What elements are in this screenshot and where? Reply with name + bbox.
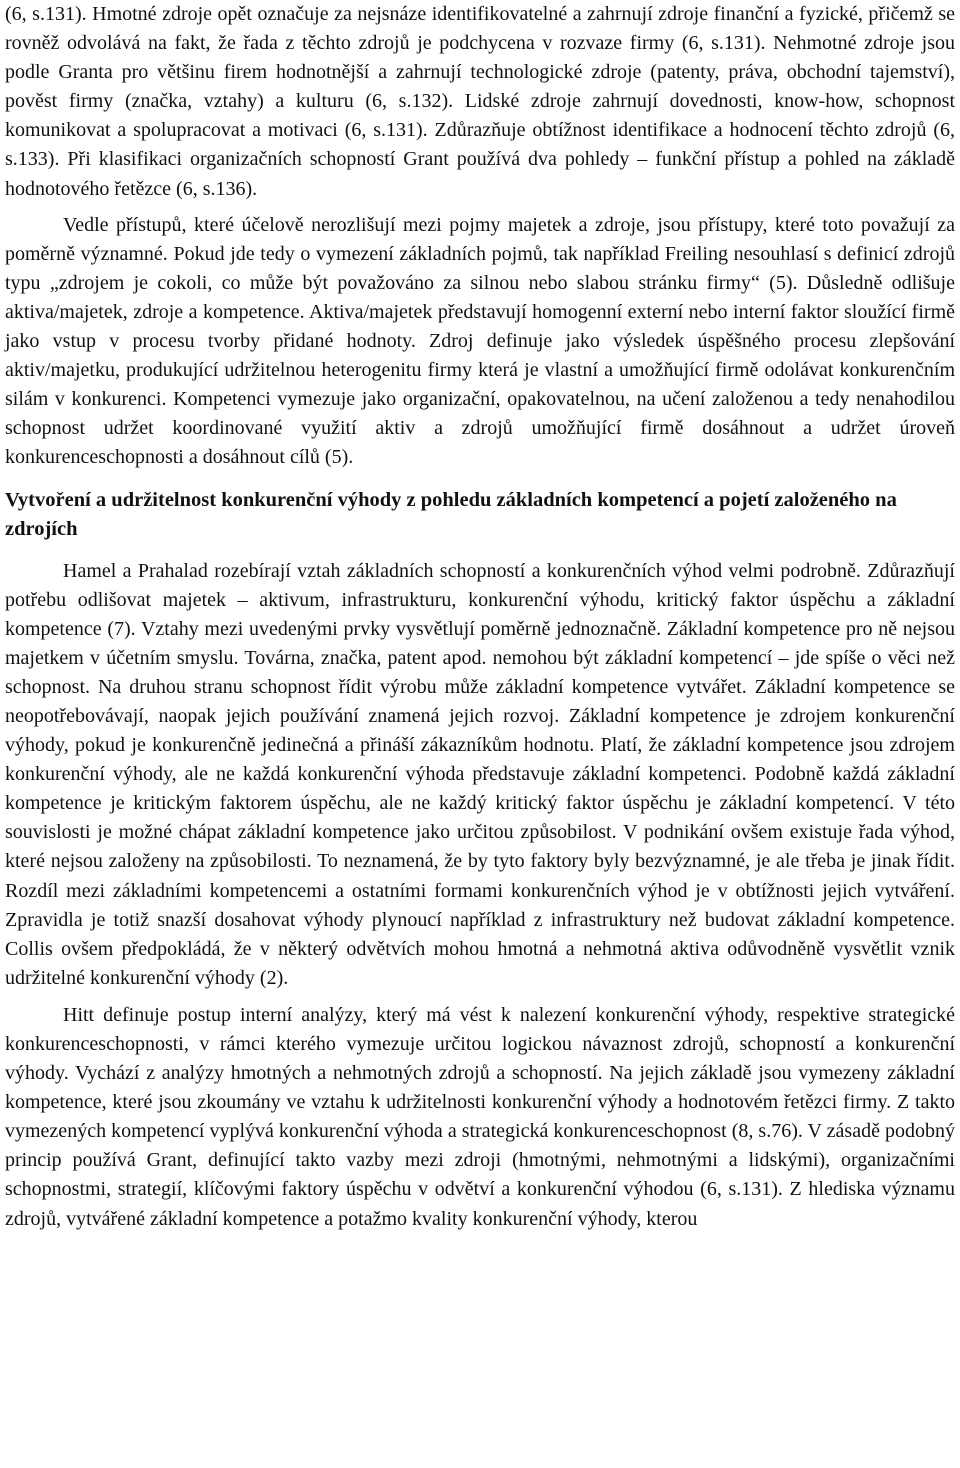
body-paragraph: Hamel a Prahalad rozebírají vztah základních schopností a konkurenčních výhod velmi podrobně. Zdůrazňují potřebu odlišovat majetek – aktivum, infrastrukturu, konkurenční výhodu, kritický faktor úspěchu a základní kompetence (7). Vztahy mezi uvedenými prvky vysvětlují poměrně jednoznačně. Základní kompetence pro ně nejsou majetkem v účetním smyslu. Továrna, značka, patent apod. nemohou být základní kompetencí – jde spíše o věci než schopnost. Na druhou stranu schopnost řídit výrobu může základní kompetence vytvářet. Základní kompetence se neopotřebovávají, naopak jejich používání znamená jejich rozvoj. Základní kompetence je zdrojem konkurenční výhody, pokud je konkurenčně jedinečná a přináší zákazníkům hodnotu. Platí, že základní kompetence jsou zdrojem konkurenční výhody, ale ne každá konkurenční výhoda představuje základní kompetenci. Podobně každá základní kompetence je kritickým faktorem úspěchu, ale ne každý kritický faktor úspěchu je základní kompetencí. V této souvislosti je možné chápat základní kompetence jako určitou způsobilost. V podnikání ovšem existuje řada výhod, které nejsou založeny na způsobilosti. To neznamená, že by tyto faktory byly bezvýznamné, je ale třeba je jinak řídit. Rozdíl mezi základními kompetencemi a ostatními formami konkurenčních výhod je v obtížnosti jejich vytváření. Zpravidla je totiž snazší dosahovat výhody plynoucí například z infrastruktury než budovat základní kompetence. Collis ovšem předpokládá, že v některý odvětvích mohou hmotná a nehmotná aktiva odůvodněně vysvětlit vznik udržitelné konkurenční výhody (2). <box>5 559 955 989</box>
document-page <box>5 0 955 1234</box>
body-paragraph: Hitt definuje postup interní analýzy, který má vést k nalezení konkurenční výhody, respektive strategické konkurenceschopnosti, v rámci kterého vymezuje určitou logickou návaznost zdrojů, schopností a konkurenční výhody. Vychází z analýzy hmotných a nehmotných zdrojů a schopností. Na jejich základě jsou vymezeny základní kompetence, které jsou zkoumány ve vztahu k udržitelnosti konkurenční výhody a hodnotovém řetězci firmy. Z takto vymezených kompetencí vyplývá konkurenční výhoda a strategická konkurenceschopnost (8, s.76). V zásadě podobný princip používá Grant, definující takto vazby mezi zdroji (hmotnými, nehmotnými a lidskými), organizačními schopnostmi, strategií, klíčovými faktory úspěchu v odvětví a konkurenční výhodou (6, s.131). Z hlediska významu zdrojů, vytvářené základní kompetence a potažmo kvality konkurenční výhody, kterou <box>5 1003 955 1230</box>
body-paragraph: Vedle přístupů, které účelově nerozlišují mezi pojmy majetek a zdroje, jsou přístupy, které toto považují za poměrně významné. Pokud jde tedy o vymezení základních pojmů, tak například Freiling nesouhlasí s definicí zdrojů typu „zdrojem je cokoli, co může být považováno za silnou nebo slabou stránku firmy“ (5). Důsledně odlišuje aktiva/majetek, zdroje a kompetence. Aktiva/majetek představují homogenní externí nebo interní faktor sloužící firmě jako vstup v procesu tvorby přidané hodnoty. Zdroj definuje jako výsledek úspěšného procesu zlepšování aktiv/majetku, produkující udržitelnou heterogenitu firmy která je vlastní a umožňující firmě odolávat konkurenčním silám v konkurenci. Kompetenci vymezuje jako organizační, opakovatelnou, na učení založenou a tedy nenahodilou schopnost udržet koordinované využití aktiv a zdrojů umožňující firmě dosáhnout a udržet úroveň konkurenceschopnosti a dosáhnout cílů (5). <box>5 213 955 469</box>
body-paragraph: (6, s.131). Hmotné zdroje opět označuje za nejsnáze identifikovatelné a zahrnují zdroje finanční a fyzické, přičemž se rovněž odvolává na fakt, že řada z těchto zdrojů je podchycena v rozvaze firmy (6, s.131). Nehmotné zdroje jsou podle Granta pro většinu firem hodnotnější a zahrnují technologické zdroje (patenty, práva, obchodní tajemství), pověst firmy (značka, vztahy) a kulturu (6, s.132). Lidské zdroje zahrnují dovednosti, know-how, schopnost komunikovat a spolupracovat a motivaci (6, s.131). Zdůrazňuje obtížnost identifikace a hodnocení těchto zdrojů (6, s.133). Při klasifikaci organizačních schopností Grant používá dva pohledy – funkční přístup a pohled na základě hodnotového řetězce (6, s.136). <box>5 3 955 200</box>
section-heading: Vytvoření a udržitelnost konkurenční výhody z pohledu základních kompetencí a pojetí založeného na zdrojích <box>5 488 897 540</box>
